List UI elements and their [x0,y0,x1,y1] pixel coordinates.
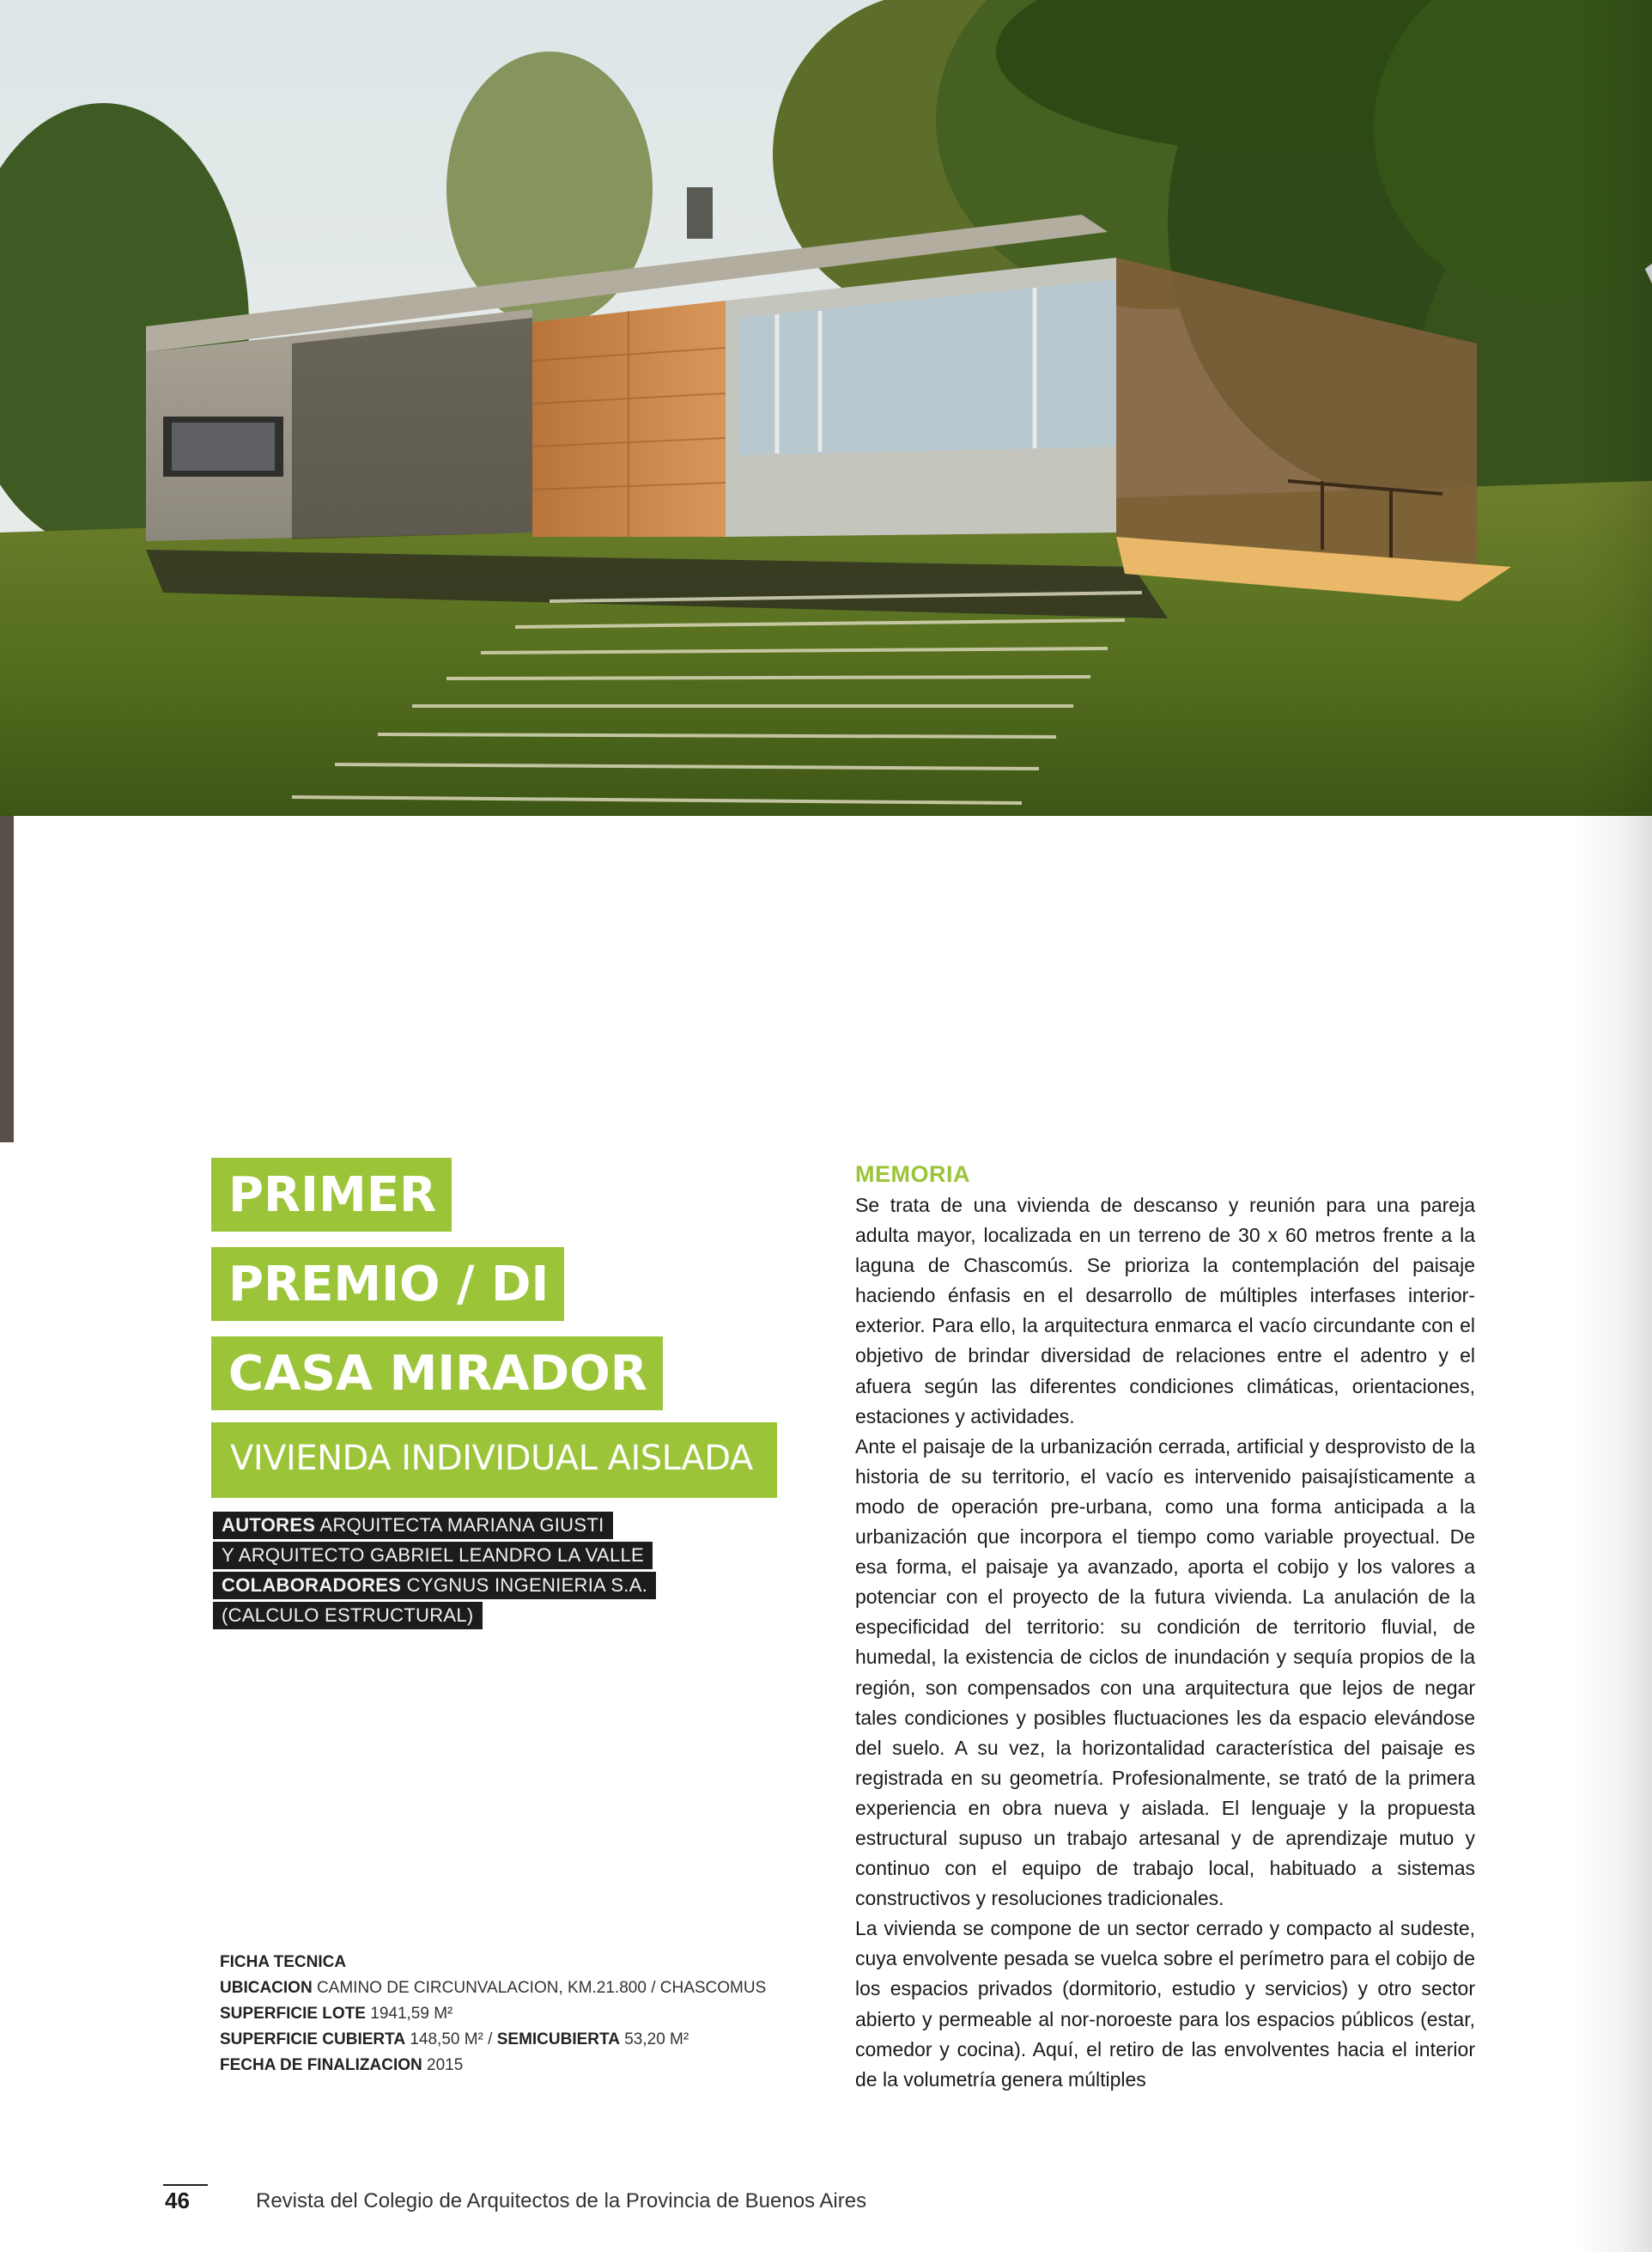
page-number: 46 [165,2188,190,2213]
ficha-cubierta [220,2027,766,2053]
ficha-fecha [220,2053,766,2079]
publication-name: Revista del Colegio de Arquitectos de la Provincia de Buenos Aires [256,2189,867,2212]
autores-value-2: Y ARQUITECTO GABRIEL LEANDRO LA VALLE [222,1544,645,1566]
credit-autores-line-2 [213,1542,653,1569]
title-line-3: CASA MIRADOR [211,1336,663,1410]
credit-autores-line-1 [213,1512,613,1539]
house-photo-illustration [0,0,1652,816]
memoria-body [855,1190,1475,2095]
semicubierta-value: 53,20 M² [619,2030,689,2048]
autores-value-1: ARQUITECTA MARIANA GIUSTI [315,1514,604,1536]
colaboradores-label: COLABORADORES [222,1574,402,1596]
memoria-heading: MEMORIA [855,1161,970,1187]
ficha-ubicacion [220,1975,766,2001]
fecha-value: 2015 [422,2056,464,2074]
lote-label: SUPERFICIE LOTE [220,2005,366,2023]
folio-rule [163,2184,208,2186]
fecha-label: FECHA DE FINALIZACION [220,2056,422,2074]
house-photo [0,0,1652,816]
ficha-heading: FICHA TECNICA [220,1953,347,1971]
memoria-paragraph-2: Ante el paisaje de la urbanización cerrada, artificial y desprovisto de la historia de su territorio, el vacío es intervenido paisajísticamente a modo de operación pre-urbana, como una forma anticipada a la urbanización que incorpora el tiempo como variable proyectual. De esa forma, el paisaje ya avanzado, aporta el cobijo y los valores a potenciar con el proyecto de la futura vivienda. La anulación de la especificidad del territorio: su condición de territorio fluvial, de humedal, la existencia de ciclos de inundación y sequía propios de la región, son compensados con una arquitectura que lejos de negar tales condiciones y posibles fluctuaciones les da espacio elevándose del suelo. A su vez, la horizontalidad característica del paisaje es registrada en su geometría. Profesionalmente, se trató de la primera experiencia en obra nueva y aislada. El lenguaje y la propuesta estructural supuso un trabajo artesanal y de aprendizaje mutuo y continuo con el equipo de trabajo local, habituado a sistemas constructivos y resoluciones tradicionales. [855,1434,1475,1910]
colaboradores-value-1: CYGNUS INGENIERIA S.A. [401,1574,648,1596]
memoria-paragraph-1: Se trata de una vivienda de descanso y reunión para una pareja adulta mayor, localizada en un terreno de 30 x 60 metros frente a la laguna de Chascomús. Se prioriza la contemplación del paisaje haciendo énfasis en el desarrollo de múltiples interfases interior-exterior. Para ello, la arquitectura enmarca el vacío circundante con el objetivo de brindar diversidad de relaciones entre el adentro y el afuera según las diferentes condiciones climáticas, orientaciones, estaciones y actividades. [855,1194,1475,1427]
ubicacion-value: CAMINO DE CIRCUNVALACION, KM.21.800 / CHASCOMUS [312,1979,767,1997]
credit-colaboradores-line-1 [213,1572,656,1599]
title-line-2: PREMIO / DI [211,1247,564,1321]
ficha-lote [220,2001,766,2027]
ubicacion-label: UBICACION [220,1979,313,1997]
subtitle: VIVIENDA INDIVIDUAL AISLADA [211,1422,777,1498]
memoria-paragraph-3: La vivienda se compone de un sector cerrado y compacto al sudeste, cuya envolvente pesada se vuelca sobre el perímetro para el cobijo de los espacios privados (dormitorio, estudio y servicios) y otro sector abierto y permeable al nor-noroeste para los espacios públicos (estar, comedor y cocina). Aquí, el retiro de las envolventes hacia el interior de la volumetría genera múltiples [855,1917,1475,2091]
ficha-tecnica [220,1950,766,2079]
cubierta-label: SUPERFICIE CUBIERTA [220,2030,406,2048]
title-line-1: PRIMER [211,1158,452,1232]
photo-left-edge [0,816,14,1142]
page-gutter-shadow [1576,0,1652,2252]
lote-value: 1941,59 M² [365,2005,453,2023]
colaboradores-value-2: (CALCULO ESTRUCTURAL) [222,1604,474,1626]
cubierta-value: 148,50 M² / [405,2030,497,2048]
autores-label: AUTORES [222,1514,316,1536]
semicubierta-label: SEMICUBIERTA [496,2030,620,2048]
credit-colaboradores-line-2 [213,1602,483,1629]
